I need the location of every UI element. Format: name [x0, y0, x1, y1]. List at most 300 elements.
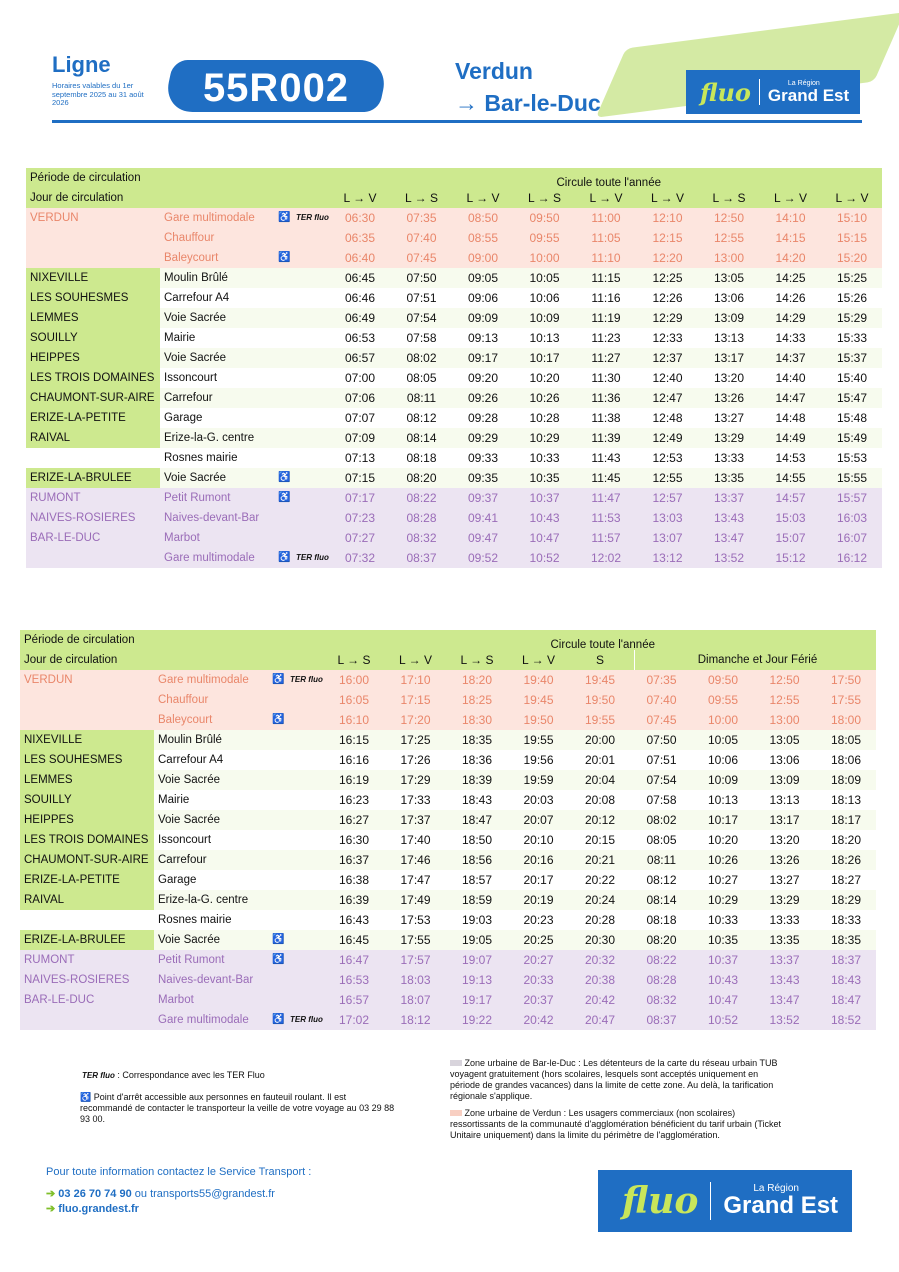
time-cell: 13:37: [769, 953, 800, 967]
day-col-header: S: [595, 653, 604, 667]
time-cell: 15:25: [836, 271, 868, 285]
town-name: [26, 548, 30, 568]
time-cell: 11:39: [591, 431, 621, 445]
town-cell-bg: [20, 690, 154, 710]
time-cell: 16:30: [338, 833, 370, 847]
time-cell: 06:30: [344, 211, 376, 225]
time-cell: 09:17: [467, 351, 499, 365]
time-cell: 13:13: [769, 793, 800, 807]
brand-name: fluo: [700, 77, 751, 107]
stop-name: Voie Sacrée: [158, 934, 221, 946]
town-name: LES TROIS DOMAINES: [30, 372, 155, 384]
time-cell: 20:42: [523, 1013, 554, 1027]
time-cell: 11:15: [591, 271, 621, 285]
stop-name: Moulin Brûlé: [158, 734, 222, 746]
time-cell: 13:47: [713, 531, 745, 545]
region-small: La Région: [787, 80, 820, 87]
day-col-header: L → V: [774, 191, 807, 205]
time-cell: 13:33: [713, 451, 745, 465]
contact-phone[interactable]: 03 26 70 74 90: [58, 1188, 132, 1200]
time-cell: 09:13: [467, 331, 499, 345]
time-cell: 14:47: [775, 391, 806, 405]
table-row: [26, 328, 882, 348]
stop-name: Erize-la-G. centre: [164, 432, 255, 444]
time-cell: 12:55: [713, 231, 745, 245]
town-name: RAIVAL: [24, 894, 65, 906]
time-cell: 12:15: [652, 231, 683, 245]
day-col-header: L → S: [337, 653, 371, 667]
time-cell: 08:37: [646, 1013, 677, 1027]
time-cell: 20:15: [584, 833, 616, 847]
stop-name: Moulin Brûlé: [164, 272, 228, 284]
time-cell: 09:00: [467, 251, 499, 265]
town-name: LES SOUHESMES: [24, 754, 123, 766]
table-row: [20, 930, 876, 950]
time-cell: 20:30: [584, 933, 616, 947]
town-cell-bg: [20, 1010, 154, 1030]
town-name: ERIZE-LA-PETITE: [24, 874, 120, 886]
wheelchair-icon: ♿: [278, 492, 291, 503]
time-cell: 19:59: [523, 773, 554, 787]
day-col-header: L → S: [712, 191, 746, 205]
time-cell: 15:03: [775, 511, 806, 525]
time-cell: 20:21: [584, 853, 616, 867]
table-row: [26, 228, 882, 248]
time-cell: 08:55: [467, 231, 499, 245]
table-row: [26, 508, 882, 528]
time-cell: 13:43: [769, 973, 800, 987]
time-cell: 13:13: [713, 331, 745, 345]
time-cell: 07:50: [646, 733, 677, 747]
time-cell: 07:15: [344, 471, 376, 485]
stop-name: Marbot: [158, 994, 194, 1006]
time-cell: 10:43: [529, 511, 560, 525]
time-cell: 08:18: [406, 451, 437, 465]
time-cell: 18:52: [830, 1013, 862, 1027]
time-cell: 16:16: [338, 753, 370, 767]
time-cell: 06:46: [344, 291, 376, 305]
time-cell: 16:15: [338, 733, 370, 747]
time-cell: 08:20: [646, 933, 677, 947]
time-cell: 17:26: [400, 753, 431, 767]
brand-name: fluo: [622, 1180, 699, 1222]
time-cell: 16:03: [836, 511, 868, 525]
time-cell: 15:55: [836, 471, 868, 485]
town-name: [20, 710, 24, 730]
time-cell: 15:33: [836, 331, 868, 345]
time-cell: 08:32: [646, 993, 677, 1007]
time-cell: 16:53: [338, 973, 370, 987]
time-cell: 09:55: [529, 231, 560, 245]
time-cell: 16:12: [836, 551, 868, 565]
time-cell: 14:10: [775, 211, 806, 225]
table-row: [26, 408, 882, 428]
time-cell: 18:37: [830, 953, 862, 967]
header-rule: [52, 120, 862, 123]
town-name: LES TROIS DOMAINES: [24, 834, 149, 846]
time-cell: 08:12: [646, 873, 677, 887]
time-cell: 09:28: [467, 411, 499, 425]
time-cell: 07:23: [344, 511, 376, 525]
time-cell: 06:35: [344, 231, 376, 245]
contact-phone-line: [46, 1187, 275, 1200]
time-cell: 18:33: [830, 913, 862, 927]
time-cell: 08:22: [406, 491, 437, 505]
time-cell: 15:49: [836, 431, 868, 445]
time-cell: 20:17: [523, 873, 554, 887]
time-cell: 19:40: [523, 673, 554, 687]
time-cell: 20:16: [523, 853, 554, 867]
table-row: [20, 850, 876, 870]
time-cell: 20:23: [523, 913, 554, 927]
stop-name: Naives-devant-Bar: [164, 512, 260, 524]
time-cell: 18:59: [461, 893, 493, 907]
time-cell: 13:05: [769, 733, 800, 747]
time-cell: 17:40: [400, 833, 431, 847]
time-cell: 13:37: [713, 491, 745, 505]
time-cell: 16:47: [338, 953, 370, 967]
table-row: [26, 248, 882, 268]
wheelchair-icon: ♿: [272, 934, 285, 945]
logo-separator: [759, 79, 760, 105]
town-name: [20, 690, 24, 710]
wheelchair-icon: ♿: [272, 1014, 285, 1025]
time-cell: 13:27: [713, 411, 745, 425]
stop-name: Voie Sacrée: [164, 352, 227, 364]
period-value: Circule toute l'année: [550, 639, 655, 651]
time-cell: 14:57: [775, 491, 806, 505]
time-cell: 16:39: [338, 893, 370, 907]
time-cell: 18:06: [830, 753, 862, 767]
day-label: Jour de circulation: [30, 192, 124, 204]
time-cell: 14:53: [775, 451, 806, 465]
time-cell: 09:50: [707, 673, 739, 687]
table-row: [20, 990, 876, 1010]
time-cell: 08:50: [467, 211, 499, 225]
time-cell: 08:05: [406, 371, 437, 385]
town-cell-bg: [26, 248, 160, 268]
time-cell: 18:12: [400, 1013, 431, 1027]
time-cell: 09:05: [467, 271, 499, 285]
ter-fluo-icon: TER fluo: [290, 1015, 323, 1024]
time-cell: 14:55: [775, 471, 806, 485]
table-row: [26, 208, 882, 228]
stop-name: Rosnes mairie: [164, 452, 238, 464]
time-cell: 08:12: [406, 411, 437, 425]
time-cell: 11:38: [591, 411, 621, 425]
stop-name: Naives-devant-Bar: [158, 974, 254, 986]
time-cell: 10:33: [529, 451, 560, 465]
time-cell: 10:37: [707, 953, 739, 967]
route-number: 55R002: [202, 66, 350, 110]
time-cell: 18:26: [830, 853, 862, 867]
time-cell: 07:06: [344, 391, 376, 405]
town-cell-bg: [26, 548, 160, 568]
time-cell: 10:28: [529, 411, 560, 425]
stop-name: Rosnes mairie: [158, 914, 232, 926]
time-cell: 07:51: [406, 291, 437, 305]
time-cell: 10:33: [707, 913, 739, 927]
arrow-icon: ➔: [46, 1188, 56, 1200]
day-col-header: L → V: [589, 191, 623, 205]
time-cell: 11:05: [591, 231, 621, 245]
time-cell: 18:47: [830, 993, 862, 1007]
time-cell: 16:45: [338, 933, 370, 947]
stop-name: Erize-la-G. centre: [158, 894, 249, 906]
time-cell: 15:57: [836, 491, 868, 505]
time-cell: 20:12: [584, 813, 616, 827]
timetable-2: [20, 630, 876, 1038]
time-cell: 18:30: [461, 713, 493, 727]
time-cell: 16:10: [338, 713, 370, 727]
day-col-header: L → S: [528, 191, 561, 205]
wheelchair-icon: ♿: [278, 552, 291, 563]
table-row: [26, 308, 882, 328]
table-row: [20, 950, 876, 970]
time-cell: 18:35: [461, 733, 493, 747]
time-cell: 18:05: [830, 733, 862, 747]
time-cell: 13:29: [769, 893, 800, 907]
time-cell: 10:13: [707, 793, 739, 807]
time-cell: 17:33: [400, 793, 431, 807]
time-cell: 09:41: [467, 511, 499, 525]
time-cell: 19:55: [523, 733, 554, 747]
time-cell: 12:25: [652, 271, 683, 285]
stop-name: Petit Rumont: [164, 492, 231, 504]
fluo-logo: [686, 70, 860, 114]
time-cell: 20:32: [584, 953, 616, 967]
time-cell: 10:00: [529, 251, 560, 265]
time-cell: 18:07: [400, 993, 431, 1007]
stop-name: Petit Rumont: [158, 954, 225, 966]
table-row: [20, 910, 876, 930]
time-cell: 11:16: [591, 291, 621, 305]
time-cell: 13:17: [769, 813, 800, 827]
town-name: SOUILLY: [24, 794, 72, 806]
time-cell: 07:45: [646, 713, 677, 727]
table-row: [20, 770, 876, 790]
time-cell: 14:20: [775, 251, 806, 265]
bld-zone-legend: [450, 1058, 785, 1102]
time-cell: 20:38: [584, 973, 616, 987]
time-cell: 13:09: [769, 773, 800, 787]
time-cell: 17:55: [830, 693, 862, 707]
time-cell: 13:47: [769, 993, 800, 1007]
time-cell: 12:55: [652, 471, 683, 485]
arrow-icon: ➔: [46, 1203, 56, 1215]
time-cell: 13:00: [769, 713, 800, 727]
time-cell: 19:55: [584, 713, 616, 727]
time-cell: 11:45: [591, 471, 621, 485]
time-cell: 07:35: [406, 211, 437, 225]
time-cell: 09:29: [467, 431, 499, 445]
time-cell: 18:39: [461, 773, 493, 787]
time-cell: 10:17: [707, 813, 739, 827]
table-row: [26, 348, 882, 368]
time-cell: 13:26: [713, 391, 745, 405]
stop-name: Garage: [158, 874, 197, 886]
stop-name: Gare multimodale: [164, 212, 255, 224]
destination-label: → Bar-le-Duc: [455, 90, 601, 116]
time-cell: 06:40: [344, 251, 376, 265]
day-col-header: L → V: [522, 653, 555, 667]
region-mark: [723, 1184, 838, 1218]
time-cell: 10:52: [707, 1013, 739, 1027]
stop-name: Marbot: [164, 532, 200, 544]
time-cell: 11:57: [591, 531, 621, 545]
time-cell: 17:50: [830, 673, 862, 687]
time-cell: 10:13: [529, 331, 560, 345]
town-name: [20, 1010, 24, 1030]
stop-name: Issoncourt: [164, 372, 218, 384]
time-cell: 11:19: [591, 311, 621, 325]
time-cell: 12:33: [652, 331, 683, 345]
time-cell: 14:25: [775, 271, 806, 285]
time-cell: 08:28: [646, 973, 677, 987]
time-cell: 11:27: [591, 351, 621, 365]
origin-label: Verdun: [455, 58, 533, 84]
time-cell: 10:29: [529, 431, 560, 445]
stop-name: Baleycourt: [158, 714, 213, 726]
time-cell: 18:43: [461, 793, 493, 807]
time-cell: 10:06: [707, 753, 739, 767]
time-cell: 12:10: [652, 211, 683, 225]
town-name: HEIPPES: [24, 814, 74, 826]
time-cell: 09:33: [467, 451, 499, 465]
time-cell: 07:09: [344, 431, 376, 445]
time-cell: 18:29: [830, 893, 862, 907]
stop-name: Voie Sacrée: [158, 774, 221, 786]
time-cell: 13:29: [713, 431, 745, 445]
ter-legend: [82, 1070, 412, 1081]
time-cell: 18:50: [461, 833, 493, 847]
table-row: [20, 710, 876, 730]
time-cell: 17:10: [400, 673, 431, 687]
time-cell: 18:09: [830, 773, 862, 787]
time-cell: 10:52: [529, 551, 560, 565]
time-cell: 10:35: [529, 471, 560, 485]
time-cell: 18:17: [830, 813, 862, 827]
verdun-zone-legend: [450, 1108, 785, 1141]
ter-fluo-icon: TER fluo: [290, 675, 323, 684]
time-cell: 16:57: [338, 993, 370, 1007]
time-cell: 12:20: [652, 251, 683, 265]
time-cell: 19:45: [523, 693, 554, 707]
table-row: [26, 388, 882, 408]
stop-name: Voie Sacrée: [164, 472, 227, 484]
time-cell: 16:07: [836, 531, 868, 545]
time-cell: 08:20: [406, 471, 437, 485]
time-cell: 20:37: [523, 993, 554, 1007]
town-name: [20, 910, 24, 930]
time-cell: 11:36: [591, 391, 621, 405]
time-cell: 10:26: [707, 853, 739, 867]
time-cell: 10:06: [529, 291, 560, 305]
table-row: [26, 288, 882, 308]
time-cell: 18:20: [830, 833, 862, 847]
time-cell: 07:32: [344, 551, 376, 565]
time-cell: 18:13: [830, 793, 862, 807]
time-cell: 07:17: [344, 491, 376, 505]
ter-fluo-icon: TER fluo: [296, 553, 329, 562]
time-cell: 08:22: [646, 953, 677, 967]
time-cell: 09:50: [529, 211, 560, 225]
day-col-header: L → V: [466, 191, 500, 205]
logo-separator: [710, 1182, 711, 1220]
stop-name: Voie Sacrée: [158, 814, 221, 826]
town-name: ERIZE-LA-PETITE: [30, 412, 126, 424]
time-cell: 10:09: [529, 311, 560, 325]
time-cell: 10:37: [529, 491, 560, 505]
town-name: BAR-LE-DUC: [24, 994, 95, 1006]
time-cell: 07:40: [646, 693, 677, 707]
time-cell: 10:35: [707, 933, 739, 947]
accessibility-legend: [80, 1092, 400, 1125]
contact-email[interactable]: transports55@grandest.fr: [150, 1188, 275, 1200]
time-cell: 14:40: [775, 371, 806, 385]
time-cell: 12:29: [652, 311, 683, 325]
time-cell: 10:09: [707, 773, 739, 787]
time-cell: 09:47: [467, 531, 499, 545]
time-cell: 15:40: [836, 371, 868, 385]
wheelchair-icon: ♿: [272, 954, 285, 965]
table-row: [20, 790, 876, 810]
contact-website[interactable]: fluo.grandest.fr: [58, 1203, 139, 1215]
time-cell: 18:36: [461, 753, 493, 767]
time-cell: 08:28: [406, 511, 437, 525]
ter-fluo-icon: TER fluo: [296, 213, 329, 222]
time-cell: 20:08: [584, 793, 616, 807]
town-name: HEIPPES: [30, 352, 80, 364]
time-cell: 10:17: [529, 351, 560, 365]
time-cell: 13:06: [713, 291, 745, 305]
time-cell: 20:03: [523, 793, 554, 807]
time-cell: 13:20: [769, 833, 800, 847]
time-cell: 20:28: [584, 913, 616, 927]
town-name: RUMONT: [30, 492, 81, 504]
time-cell: 08:37: [406, 551, 437, 565]
time-cell: 18:03: [400, 973, 431, 987]
time-cell: 12:40: [652, 371, 683, 385]
time-cell: 19:03: [461, 913, 493, 927]
time-cell: 20:10: [523, 833, 554, 847]
time-cell: 09:09: [467, 311, 499, 325]
time-cell: 18:35: [830, 933, 862, 947]
time-cell: 14:48: [775, 411, 806, 425]
time-cell: 10:26: [529, 391, 560, 405]
wheelchair-icon: ♿: [272, 674, 285, 685]
contact-web-line: [46, 1202, 139, 1215]
time-cell: 14:33: [775, 331, 806, 345]
time-cell: 20:27: [523, 953, 554, 967]
town-name: VERDUN: [24, 674, 73, 686]
time-cell: 16:05: [338, 693, 370, 707]
table-row: [26, 448, 882, 468]
time-cell: 20:19: [523, 893, 554, 907]
time-cell: 12:50: [769, 673, 800, 687]
town-name: RAIVAL: [30, 432, 71, 444]
time-cell: 07:50: [406, 271, 437, 285]
stop-name: Voie Sacrée: [164, 312, 227, 324]
time-cell: 09:35: [467, 471, 499, 485]
time-cell: 08:11: [406, 391, 437, 405]
time-cell: 12:49: [652, 431, 683, 445]
time-cell: 12:47: [652, 391, 683, 405]
town-name: NAIVES-ROSIERES: [24, 974, 130, 986]
time-cell: 17:02: [338, 1013, 370, 1027]
time-cell: 13:17: [713, 351, 745, 365]
time-cell: 10:27: [707, 873, 739, 887]
